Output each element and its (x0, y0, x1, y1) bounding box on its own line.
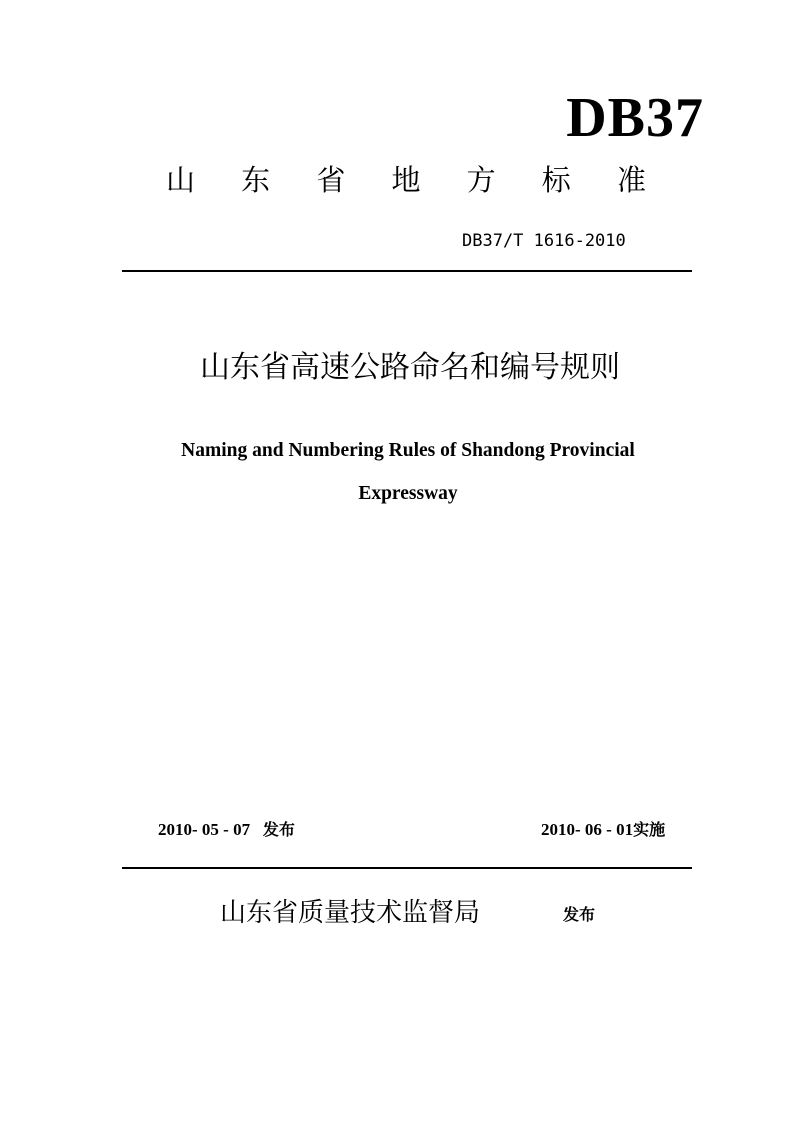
standard-type-char: 方 (466, 163, 496, 197)
document-title-chinese: 山东省高速公路命名和编号规则 (200, 350, 620, 385)
issue-label: 发布 (262, 820, 295, 839)
document-title-english-line1: Naming and Numbering Rules of Shandong Provincial (181, 440, 635, 461)
implementation-date: 2010- 06 - 01 (541, 820, 634, 839)
implementation-date-line (541, 818, 665, 842)
standard-code-heading: DB37 (566, 87, 704, 149)
issuer-release-label: 发布 (563, 905, 596, 924)
standard-type-char: 山 (166, 163, 196, 197)
standard-type-char: 省 (316, 163, 346, 197)
bottom-divider (122, 867, 692, 869)
issuing-authority: 山东省质量技术监督局 (220, 898, 481, 928)
standard-type-char: 标 (541, 163, 571, 197)
top-divider (122, 270, 692, 272)
implementation-label: 实施 (633, 820, 666, 839)
standard-type-char: 地 (391, 163, 421, 197)
issue-date: 2010- 05 - 07 (158, 820, 251, 839)
standard-type-char: 准 (616, 163, 646, 197)
standard-number: DB37/T 1616-2010 (462, 231, 626, 251)
standard-type-char: 东 (241, 163, 271, 197)
issue-date-line (158, 818, 295, 842)
standard-type-heading (166, 160, 646, 200)
document-title-english-line2: Expressway (358, 483, 458, 504)
